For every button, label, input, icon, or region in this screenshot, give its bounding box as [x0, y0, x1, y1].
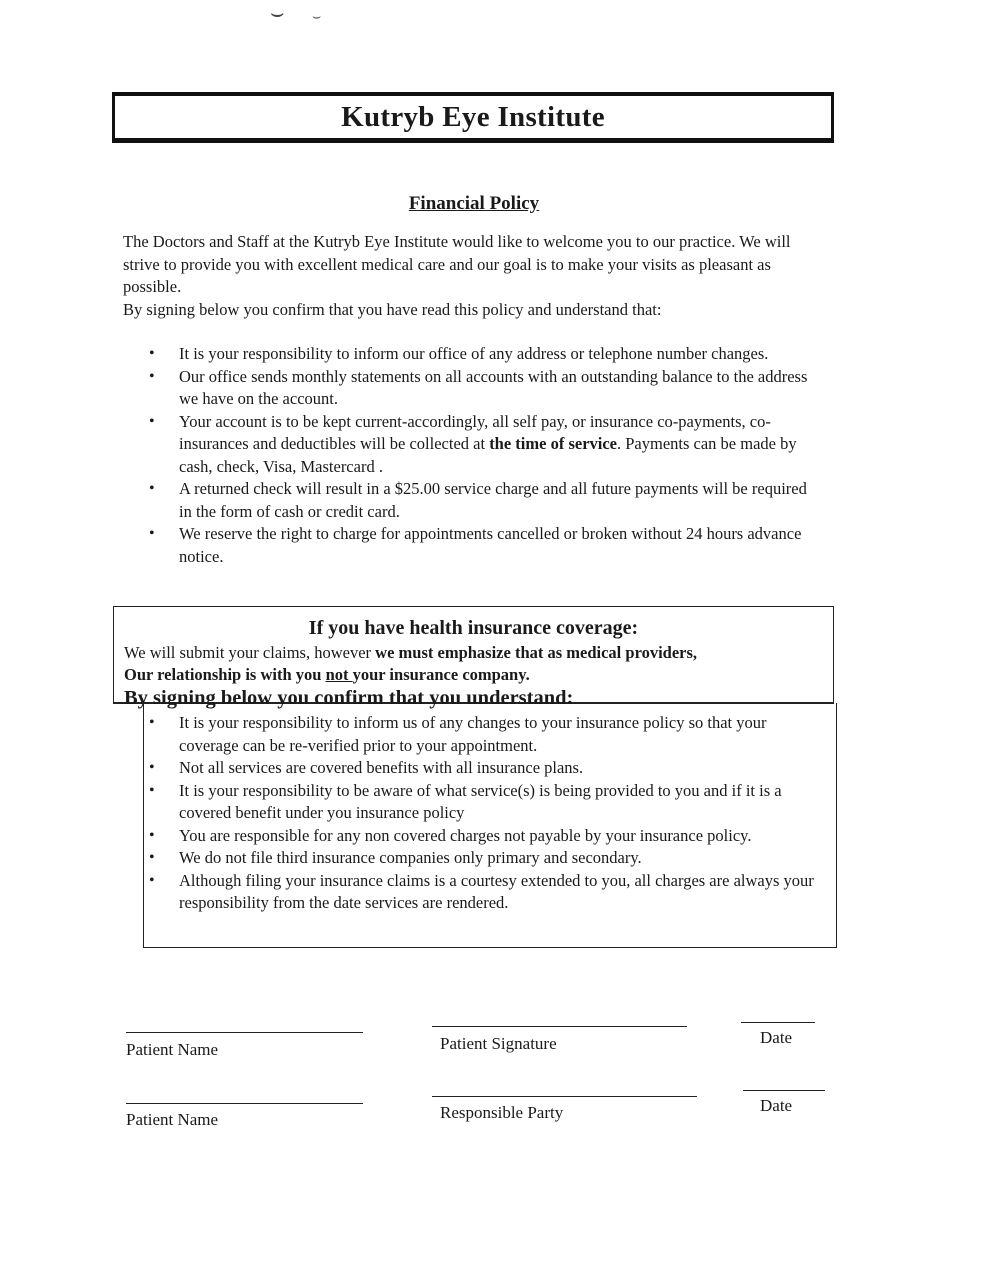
insurance-confirm-line: By signing below you confirm that you understand: [124, 687, 574, 709]
item-text: Your account is to be kept current-accordingly, all self pay, or insurance co-payments, co-insurances and deductibles will be collected at [179, 411, 771, 453]
list-item: • We do not file third insurance companies only primary and secondary. [123, 847, 828, 870]
item-text: . Payments can be made by cash, check, Visa, Mastercard . [179, 434, 797, 476]
relationship-underlined-text: not [325, 665, 353, 684]
list-item: • We reserve the right to charge for appointments cancelled or broken without 24 hours advance notice. [123, 523, 823, 568]
list-item: • Our office sends monthly statements on all accounts with an outstanding balance to the address we have on the account. [123, 366, 823, 411]
patient-name-label: Patient Name [126, 1110, 219, 1129]
claims-text: We will submit your claims, however [124, 643, 376, 662]
insurance-notice-box [113, 606, 834, 709]
insurance-claims-line [124, 643, 833, 663]
insurance-heading: If you have health insurance coverage: [308, 617, 639, 639]
list-item: • Although filing your insurance claims is a courtesy extended to you, all charges are always your responsibility from the date services are rendered. [123, 870, 828, 915]
item-bold-text: the time of service [489, 434, 617, 453]
policy-intro [123, 231, 823, 321]
institute-title-box [112, 92, 834, 143]
insurance-relationship-line [124, 665, 833, 685]
scan-mark: ⌣ [312, 10, 322, 25]
date-line[interactable] [741, 1022, 815, 1023]
list-item: • It is your responsibility to inform our office of any address or telephone number changes. [123, 343, 823, 366]
insurance-list [123, 712, 828, 915]
list-item: • Not all services are covered benefits with all insurance plans. [123, 757, 828, 780]
list-item [123, 411, 823, 479]
list-item: • It is your responsibility to inform us of any changes to your insurance policy so that your coverage can be re-verified prior to your appointment. [123, 712, 828, 757]
policy-list [123, 343, 823, 568]
patient-name-label: Patient Name [126, 1040, 219, 1059]
patient-name-line[interactable] [126, 1032, 363, 1033]
relationship-text: Our relationship is with you [124, 665, 326, 684]
patient-signature-label: Patient Signature [440, 1034, 557, 1053]
patient-name-line[interactable] [126, 1103, 363, 1104]
responsible-party-line[interactable] [432, 1096, 697, 1097]
relationship-text: your insurance company. [352, 665, 530, 684]
intro-paragraph: The Doctors and Staff at the Kutryb Eye Institute would like to welcome you to our practice. We will strive to provide you with excellent medical care and our goal is to make your visits as pleasant as possible. [123, 232, 791, 296]
responsible-party-label: Responsible Party [440, 1103, 564, 1122]
patient-signature-line[interactable] [432, 1026, 687, 1027]
date-label: Date [760, 1096, 793, 1115]
scan-mark: ⌣ [270, 0, 285, 25]
financial-policy-heading: Financial Policy [408, 193, 540, 214]
list-item: • A returned check will result in a $25.00 service charge and all future payments will be required in the form of cash or credit card. [123, 478, 823, 523]
date-label: Date [760, 1028, 793, 1047]
date-line[interactable] [743, 1090, 825, 1091]
claims-bold-text: we must emphasize that as medical providers, [375, 643, 698, 662]
list-item: • You are responsible for any non covered charges not payable by your insurance policy. [123, 825, 828, 848]
institute-title: Kutryb Eye Institute [341, 100, 605, 133]
list-item: • It is your responsibility to be aware of what service(s) is being provided to you and if it is a covered benefit under you insurance policy [123, 780, 828, 825]
intro-confirm-line: By signing below you confirm that you have read this policy and understand that: [123, 299, 662, 319]
